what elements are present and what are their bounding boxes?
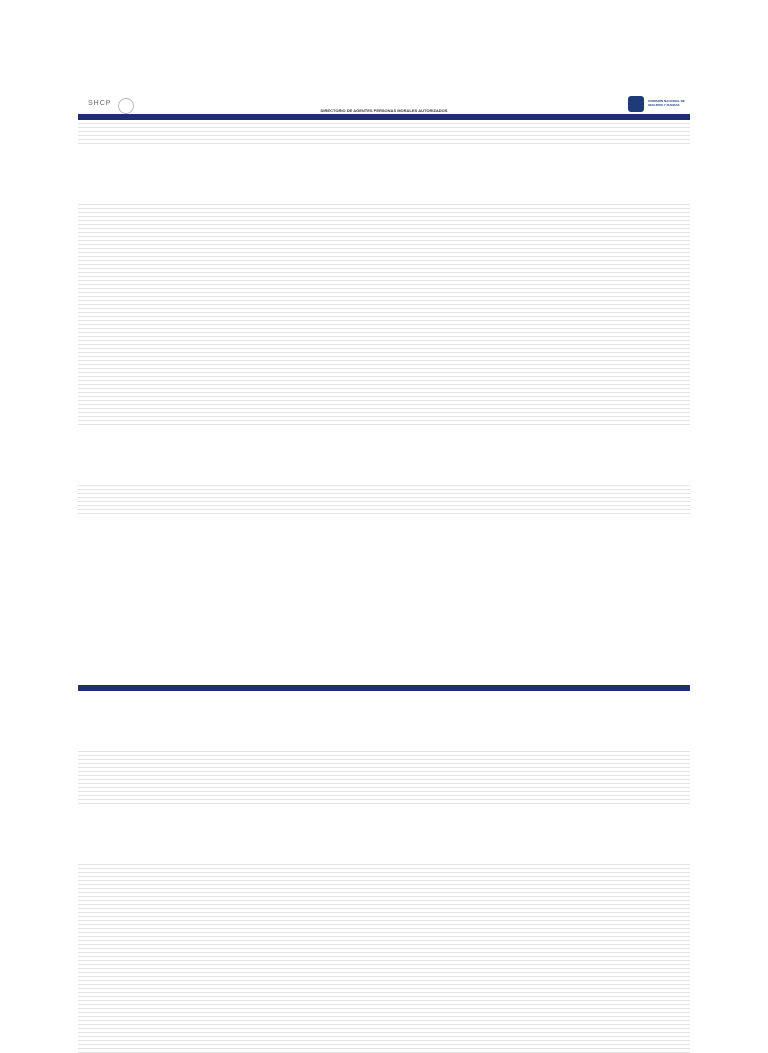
table-cell [211,804,285,865]
table-cell [452,510,543,514]
table-row [78,691,690,752]
directory-table [78,114,690,514]
table-row [78,804,690,865]
page-2 [78,685,690,1024]
table-cell [402,691,452,752]
table-cell [622,691,690,752]
table-cell [402,1049,452,1053]
table-cell [452,804,543,865]
table-cell [452,1049,543,1053]
page-header [78,96,690,114]
table-cell [452,691,543,752]
table-cell [543,804,622,865]
table-cell [622,425,690,486]
table-cell [340,804,402,865]
table-cell [340,425,402,486]
cnsf-mark-icon [628,96,644,112]
table-cell [402,425,452,486]
cnsf-logo-text: COMISIÓN NACIONAL DE SEGUROS Y FIANZAS [648,99,685,107]
table-cell [622,510,690,514]
table-cell [622,804,690,865]
table-cell [285,691,341,752]
table-cell [285,144,341,205]
table-cell [285,425,341,486]
table-cell [340,1049,402,1053]
table-row [78,144,690,205]
table-cell [340,144,402,205]
table-row [78,510,690,514]
table-cell [78,804,211,865]
table-cell [340,510,402,514]
table-cell [543,691,622,752]
table-cell [543,510,622,514]
table-cell [211,144,285,205]
table-cell [402,144,452,205]
table-cell [285,1049,341,1053]
table-cell [543,1049,622,1053]
table-cell [285,510,341,514]
table-cell [622,144,690,205]
table-cell [211,510,285,514]
table-cell [211,691,285,752]
table-row [78,1049,690,1053]
directory-table [78,685,690,1053]
table-cell [543,144,622,205]
table-cell [78,691,211,752]
table-cell [78,1049,211,1053]
table-cell [543,425,622,486]
cnsf-logo [628,96,688,112]
table-cell [285,804,341,865]
table-cell [622,1049,690,1053]
page-title: DIRECTORIO DE AGENTES PERSONAS MORALES AUTORIZADOS [320,108,448,113]
table-row [78,425,690,486]
table-cell [78,425,211,486]
table-cell [452,425,543,486]
table-cell [452,144,543,205]
agency-logo: SHCP [88,100,112,107]
table-cell [402,804,452,865]
table-cell [211,1049,285,1053]
table-cell [402,510,452,514]
table-cell [78,510,211,514]
table-cell [78,144,211,205]
table-cell [211,425,285,486]
page-1 [78,96,690,552]
table-cell [340,691,402,752]
